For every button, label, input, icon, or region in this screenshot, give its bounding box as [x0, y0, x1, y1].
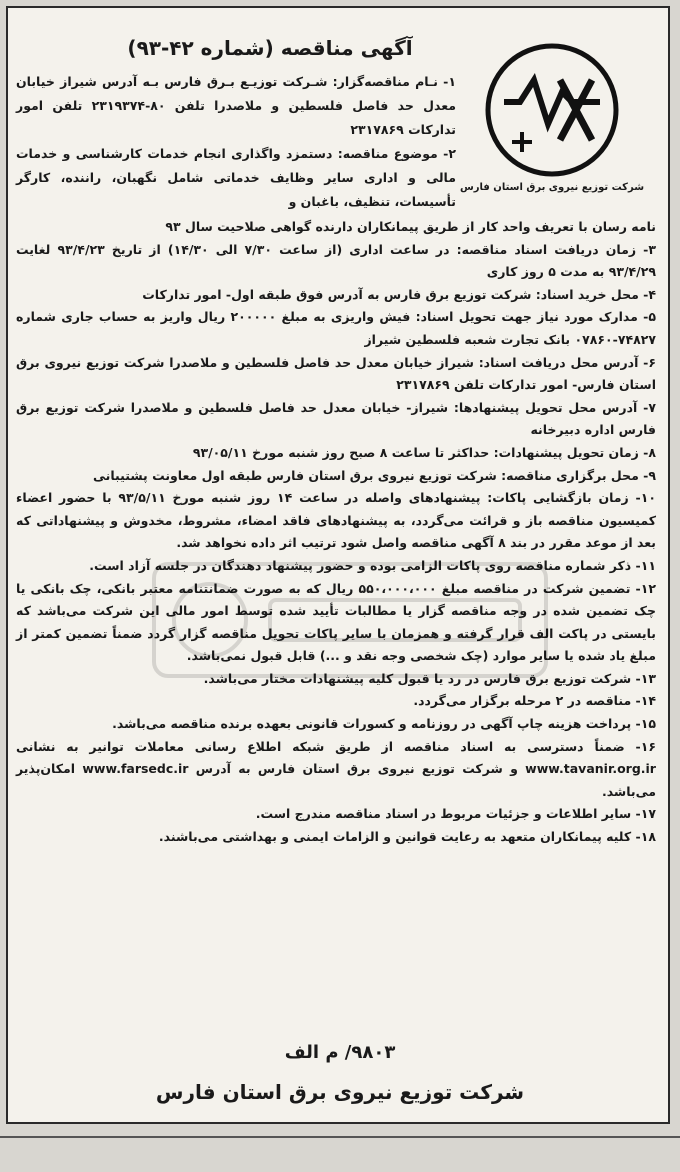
company-logo	[452, 40, 652, 200]
logo-emblem-icon	[482, 40, 622, 180]
notice-item: ۶- آدرس محل دریافت اسناد: شیراز خیابان معدل حد فاصل فلسطین و ملاصدرا شرکت توزیع نیروی برق استان فارس- امور تدارکات تلفن ۲۳۱۷۸۶۹	[16, 354, 656, 393]
notice-item: نامه رسان با تعریف واحد کار از طریق پیمانکاران دارنده گواهی صلاحیت سال ۹۳	[165, 219, 656, 234]
notice-item: ۱۷- سایر اطلاعات و جزئیات مربوط در اسناد مناقصه مندرج است.	[255, 806, 656, 822]
notice-item: ۱۶- ضمناً دسترسی به اسناد مناقصه از طریق شبکه اطلاع رسانی معاملات توانیر به نشانی www.tavanir.org.ir و شرکت توزیع نیروی برق استان فارس به آدرس www.farsedc.ir امکان‌پذیر می‌باشد.	[16, 738, 656, 799]
notice-title: آگهی مناقصه (شماره ۴۲-۹۳)	[127, 36, 413, 60]
notice-top-items	[16, 70, 456, 214]
logo-caption: شرکت توزیع نیروی برق استان فارس	[459, 182, 645, 193]
notice-item: ۱۸- کلیه پیمانکاران متعهد به رعایت قوانین و الزامات ایمنی و بهداشتی می‌باشند.	[158, 829, 656, 845]
divider	[0, 1136, 680, 1138]
notice-item: ۲- موضوع مناقصه: دستمزد واگذاری انجام خدمات کارشناسی و خدمات مالی و اداری سایر وظایف خدماتی شامل نگهبان، راننده، کارگر تأسیسات، تنظیف، باغبان و	[16, 146, 456, 209]
notice-item: ۵- مدارک مورد نیاز جهت تحویل اسناد: فیش واریزی به مبلغ ۲۰۰۰۰۰ ریال واریز به حساب جاری شماره ۷۴۸۲۷-۰۷۸۶۰ بانک تجارت شعبه فلسطین شیراز	[16, 309, 656, 347]
notice-code: ۹۸۰۳/ م الف	[284, 1042, 396, 1063]
notice-body	[16, 216, 656, 849]
notice-item: ۳- زمان دریافت اسناد مناقصه: در ساعت اداری (از ساعت ۷/۳۰ الی ۱۴/۳۰) از تاریخ ۹۳/۴/۲۳ لغایت ۹۳/۴/۲۹ به مدت ۵ روز کاری	[16, 241, 656, 280]
notice-item: ۴- محل خرید اسناد: شرکت توزیع برق فارس به آدرس فوق طبقه اول- امور تدارکات	[142, 286, 656, 302]
notice-item: ۱۱- ذکر شماره مناقصه روی پاکات الزامی بوده و حضور پیشنهاد دهندگان در جلسه آزاد است.	[89, 557, 656, 573]
notice-item: ۱- نـام مناقصه‌گزار: شـرکت توزیـع بـرق فارس بـه آدرس شیراز خیابان معدل حد فاصل فلسطین و ملاصدرا تلفن ۸۰-۲۳۱۹۳۷۴ تلفن امور تدارکات ۲۳۱۷۸۶۹	[16, 74, 456, 137]
notice-item: ۷- آدرس محل تحویل پیشنهادها: شیراز- خیابان معدل حد فاصل فلسطین و ملاصدرا شرکت توزیع برق فارس اداره دبیرخانه	[16, 399, 656, 438]
notice-item: ۱۳- شرکت توزیع برق فارس در رد یا قبول کلیه پیشنهادات مختار می‌باشد.	[203, 670, 656, 686]
notice-item: ۱۵- پرداخت هزینه چاپ آگهی در روزنامه و کسورات قانونی بعهده برنده مناقصه می‌باشد.	[112, 716, 656, 732]
notice-item: ۸- زمان تحویل پیشنهادات: حداکثر تا ساعت ۸ صبح روز شنبه مورخ ۹۳/۰۵/۱۱	[192, 444, 656, 460]
notice-item: ۱۴- مناقصه در ۲ مرحله برگزار می‌گردد.	[413, 693, 656, 709]
company-signature: شرکت توزیع نیروی برق استان فارس	[155, 1080, 525, 1104]
notice-item: ۱۲- تضمین شرکت در مناقصه مبلغ ۵۵۰،۰۰۰،۰۰۰ ریال که به صورت ضمانتنامه معتبر بانکی، چک بانکی یا چک تضمین شده در وجه مناقصه گزار یا مطالبات تأیید شده توسط امور مالی این شرکت می‌باشد که بایستی در پاکت الف قرار گرفته و همزمان با سایر پاکات تحویل مناقصه گزار گردد ضمناً تضمین کمتر از مبلغ یاد شده یا سایر موارد (چک شخصی وجه نقد و ...) قابل قبول نمی‌باشد.	[16, 580, 656, 664]
notice-item: ۱۰- زمان بازگشایی پاکات: پیشنهادهای واصله در ساعت ۱۴ روز شنبه مورخ ۹۳/۵/۱۱ با حضور اعضاء کمیسیون مناقصه باز و قرائت می‌گردد، به پیشنهادهای فاقد امضاء، مشروط، مخدوش و پیشنهاداتی که بعد از موعد مقرر در بند ۸ آگهی مناقصه واصل شود ترتیب اثر داده نخواهد شد.	[16, 490, 657, 551]
notice-item: ۹- محل برگزاری مناقصه: شرکت توزیع نیروی برق استان فارس طبقه اول معاونت پشتیبانی	[92, 467, 656, 483]
